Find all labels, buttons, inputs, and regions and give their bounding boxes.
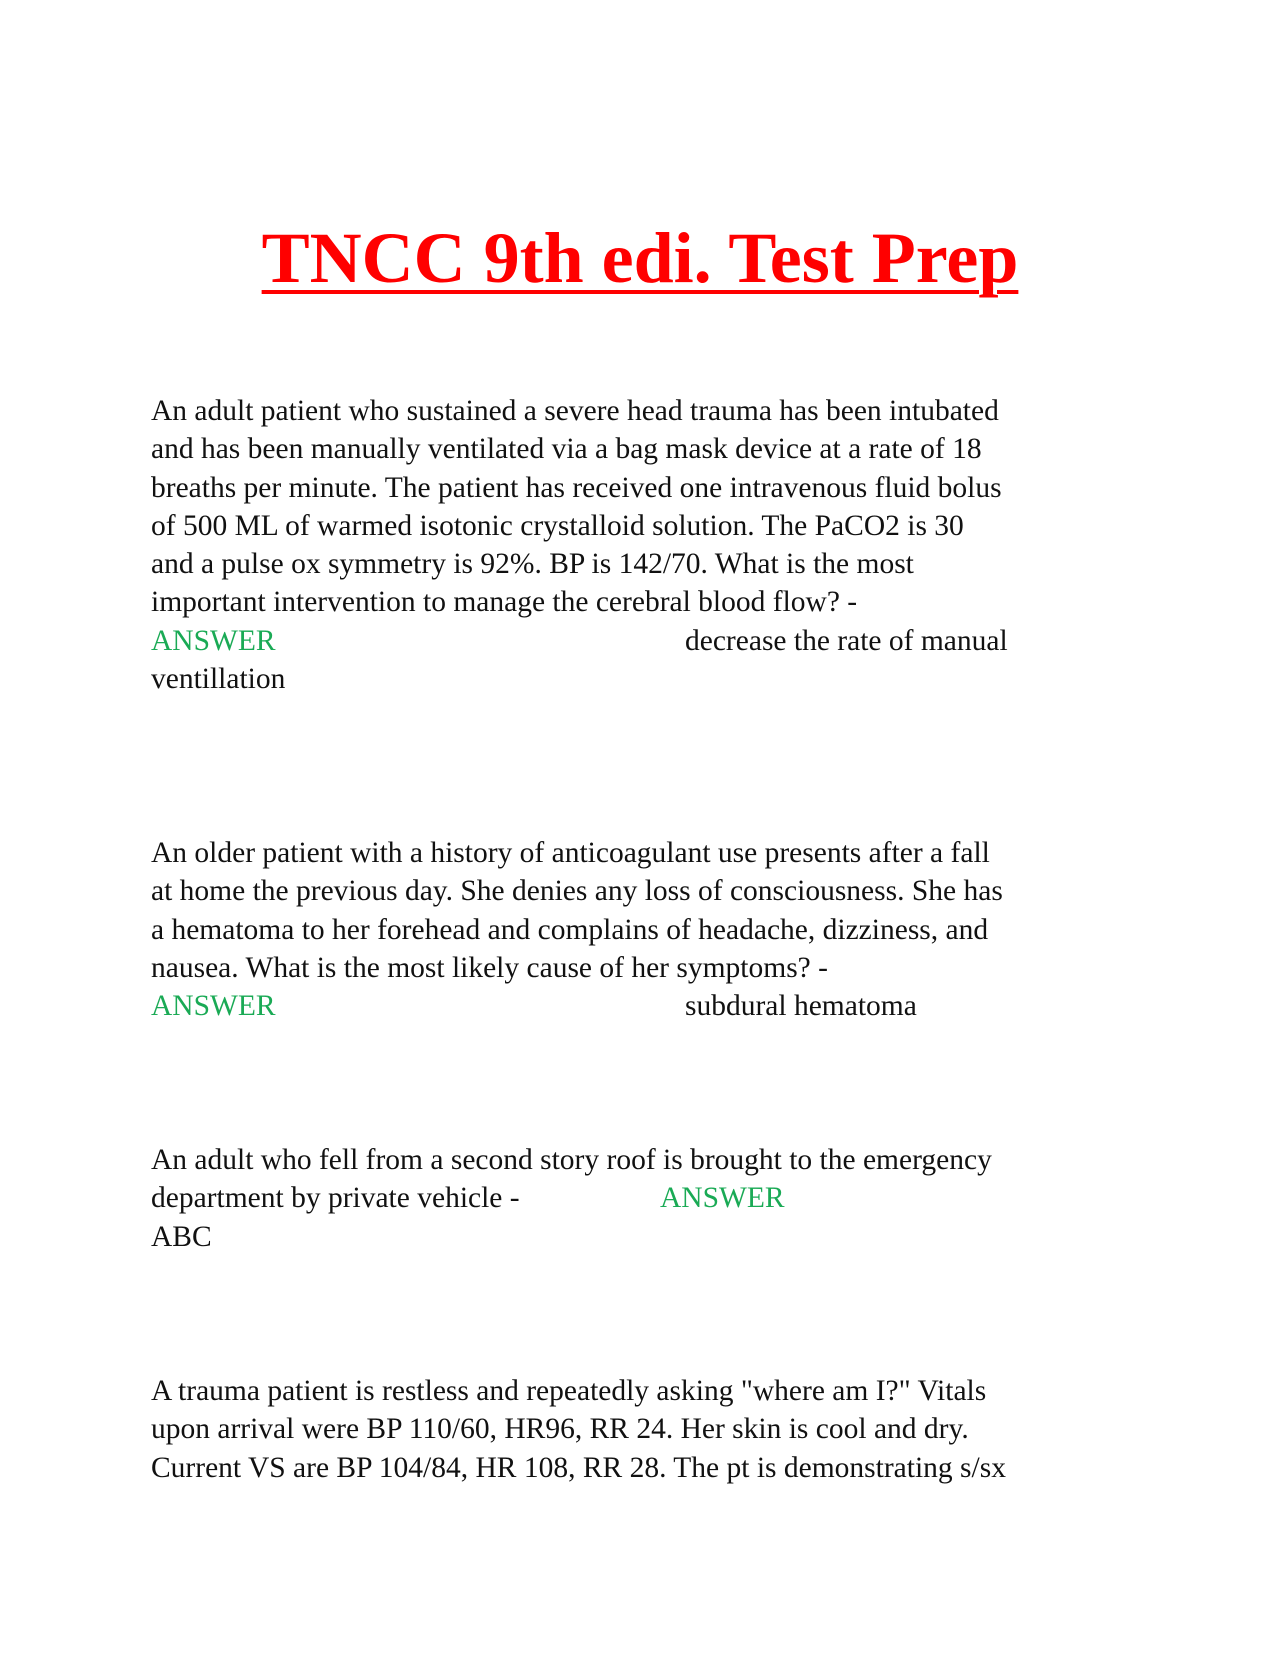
answer-text: decrease the rate of manual [685, 624, 1008, 657]
answer-text: ABC [151, 1220, 212, 1253]
question-4 [151, 1372, 1131, 1487]
question-text-line: important intervention to manage the cerebral blood flow? - [151, 586, 858, 619]
question-1 [151, 392, 1131, 698]
question-text-line: nausea. What is the most likely cause of her symptoms? - [151, 951, 828, 984]
question-text-line: and a pulse ox symmetry is 92%. BP is 142/70. What is the most [151, 548, 914, 581]
question-text-line: upon arrival were BP 110/60, HR96, RR 24. Her skin is cool and dry. [151, 1413, 969, 1446]
question-text-line: department by private vehicle - [151, 1182, 520, 1215]
answer-label: ANSWER [151, 990, 276, 1023]
question-text-line: and has been manually ventilated via a bag mask device at a rate of 18 [151, 433, 982, 466]
question-3 [151, 1141, 1131, 1256]
answer-text: subdural hematoma [685, 990, 917, 1023]
question-2 [151, 834, 1131, 1025]
answer-label: ANSWER [151, 624, 276, 657]
question-text-line: a hematoma to her forehead and complains of headache, dizziness, and [151, 913, 989, 946]
document-title: TNCC 9th edi. Test Prep [261, 218, 1019, 298]
question-text-line: breaths per minute. The patient has received one intravenous fluid bolus [151, 471, 1002, 504]
question-text-line: at home the previous day. She denies any loss of consciousness. She has [151, 875, 1003, 908]
answer-line [151, 1179, 1131, 1217]
question-text-line: Current VS are BP 104/84, HR 108, RR 28. The pt is demonstrating s/sx [151, 1451, 1006, 1484]
question-text-line: An older patient with a history of anticoagulant use presents after a fall [151, 837, 990, 869]
question-text-line: of 500 ML of warmed isotonic crystalloid solution. The PaCO2 is 30 [151, 509, 964, 542]
answer-line [151, 622, 1131, 660]
question-text-line: A trauma patient is restless and repeatedly asking "where am I?" Vitals [151, 1375, 987, 1407]
answer-text-continuation: ventillation [151, 663, 286, 696]
question-text-line: An adult who fell from a second story roof is brought to the emergency [151, 1144, 992, 1176]
answer-line [151, 987, 1131, 1025]
answer-label: ANSWER [660, 1182, 785, 1215]
question-text-line: An adult patient who sustained a severe head trauma has been intubated [151, 395, 999, 427]
